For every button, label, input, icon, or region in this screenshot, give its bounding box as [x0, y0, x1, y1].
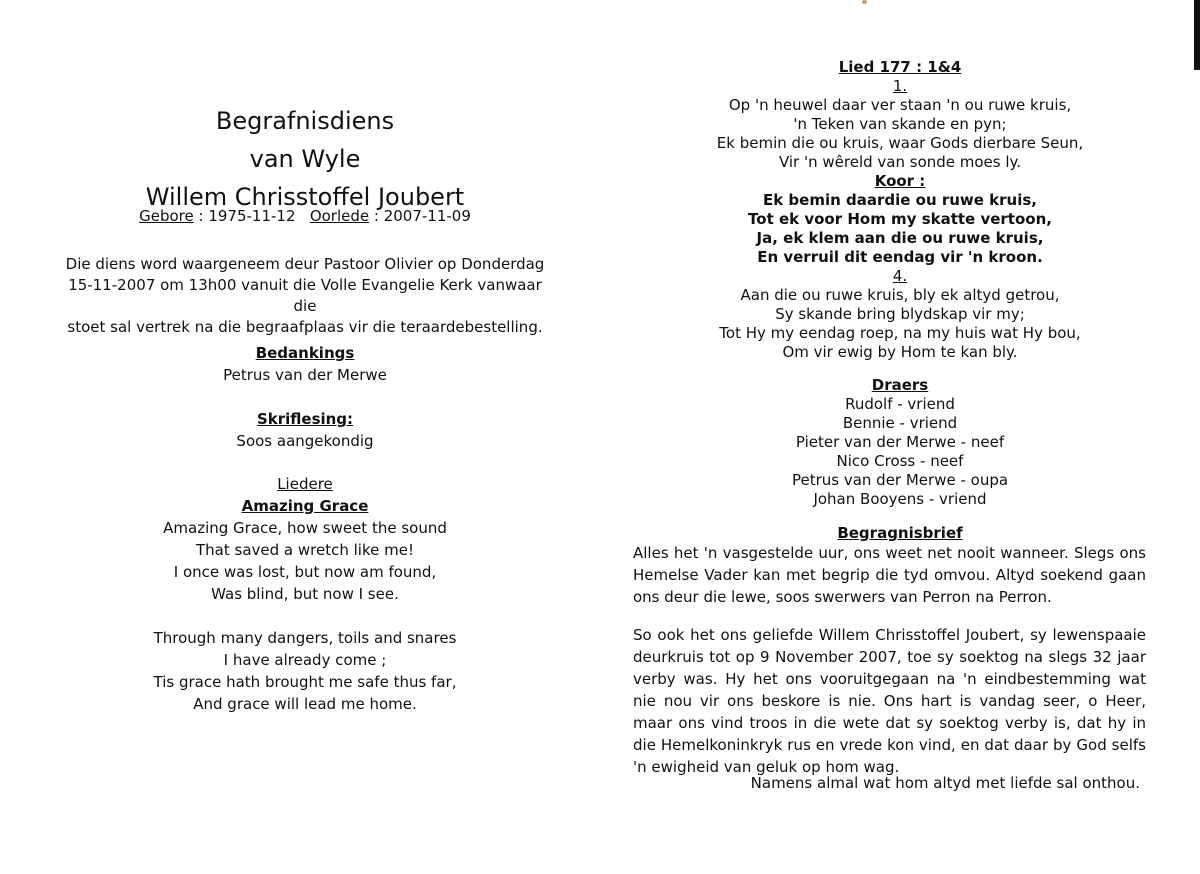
hymn-heading: Lied 177 : 1&4 [838, 58, 962, 76]
intro-line: stoet sal vertrek na die begraafplaas vir die teraardebestelling. [67, 318, 543, 336]
letter-heading: Begragnisbrief [837, 524, 963, 542]
song-line: I have already come ; [223, 651, 387, 669]
chorus-line: Tot ek voor Hom my skatte vertoon, [748, 210, 1052, 228]
verse-number: 4. [892, 267, 908, 285]
died-label: Oorlede [309, 207, 370, 225]
died-date: : 2007-11-09 [373, 207, 471, 225]
title-line: Willem Chrisstoffel Joubert [145, 183, 465, 211]
hymn-line: Ek bemin die ou kruis, waar Gods dierbare Seun, [716, 134, 1084, 152]
letter-heading-wrap [685, 524, 1115, 543]
songs-heading: Liedere [277, 475, 333, 493]
bearer-item: Nico Cross - neef [836, 452, 964, 470]
bearer-item: Petrus van der Merwe - oupa [791, 471, 1009, 489]
hymn-line: Sy skande bring blydskap vir my; [775, 305, 1025, 323]
thanks-name: Petrus van der Merwe [223, 366, 387, 384]
intro-line: 15-11-2007 om 13h00 vanuit die Volle Evangelie Kerk vanwaar die [68, 276, 542, 315]
thanks-section [100, 342, 510, 386]
reading-heading: Skriflesing: [256, 410, 354, 428]
letter-signoff: Namens almal wat hom altyd met liefde sal onthou. [750, 774, 1140, 792]
chorus-line: Ja, ek klem aan die ou ruwe kruis, [756, 229, 1044, 247]
hymn-section [685, 58, 1115, 362]
bearer-item: Rudolf - vriend [845, 395, 955, 413]
hymn-line: Vir 'n wêreld van sonde moes ly. [778, 153, 1022, 171]
hymn-line: Tot Hy my eendag roep, na my huis wat Hy bou, [719, 324, 1081, 342]
bearers-section [685, 376, 1115, 509]
verse-number: 1. [892, 77, 908, 95]
title-line: van Wyle [249, 145, 361, 173]
song-line: Was blind, but now I see. [211, 585, 399, 603]
letter-paragraph: So ook het ons geliefde Willem Chrisstoffel Joubert, sy lewenspaaie deurkruis tot op 9 November 2007, toe sy soektog na slegs 32 jaar verby was. Hy het ons vooruitgegaan na 'n eindbestemming wat nie nou vir ons beskore is nie. Ons hart is vandag seer, o Heer, maar ons vind troos in die wete dat sy soektog verby is, dat hy in die Hemelkoninkryk rus en vrede kon vind, en dat daar by God selfs 'n ewigheid van geluk op hom wag. [633, 626, 1146, 776]
letter-paragraph: Alles het 'n vasgestelde uur, ons weet net nooit wanneer. Slegs ons Hemelse Vader kan met begrip die tyd omvou. Altyd soekend gaan ons deur die lewe, soos swerwers van Perron na Perron. [633, 544, 1146, 606]
chorus-heading: Koor : [874, 172, 926, 190]
bearer-item: Bennie - vriend [842, 414, 958, 432]
born-date: : 1975-11-12 [198, 207, 296, 225]
song-line: Through many dangers, toils and snares [153, 629, 457, 647]
born-label: Gebore [139, 207, 194, 225]
dates-line [100, 207, 510, 225]
hymn-line: 'n Teken van skande en pyn; [793, 115, 1007, 133]
intro-line: Die diens word waargeneem deur Pastoor Olivier op Donderdag [65, 255, 545, 273]
bearer-item: Johan Booyens - vriend [813, 490, 987, 508]
hymn-line: Op 'n heuwel daar ver staan 'n ou ruwe kruis, [728, 96, 1072, 114]
page-edge-mark [1194, 0, 1200, 70]
hymn-line: Aan die ou ruwe kruis, bly ek altyd getrou, [740, 286, 1060, 304]
right-page [600, 0, 1200, 874]
song-line: I once was lost, but now am found, [173, 563, 437, 581]
hymn-line: Om vir ewig by Hom te kan bly. [782, 343, 1018, 361]
chorus-line: Ek bemin daardie ou ruwe kruis, [762, 191, 1038, 209]
reading-text: Soos aangekondig [236, 432, 374, 450]
reading-section [100, 408, 510, 452]
song-line: Tis grace hath brought me safe thus far, [153, 673, 457, 691]
scan-speck [862, 0, 867, 4]
title-line: Begrafnisdiens [215, 107, 395, 135]
chorus-line: En verruil dit eendag vir 'n kroon. [757, 248, 1043, 266]
bearer-item: Pieter van der Merwe - neef [795, 433, 1005, 451]
song-line: Amazing Grace, how sweet the sound [163, 519, 447, 537]
songs-section [100, 473, 510, 715]
song-title: Amazing Grace [241, 497, 369, 515]
service-intro [60, 254, 550, 338]
thanks-heading: Bedankings [255, 344, 355, 362]
bearers-heading: Draers [871, 376, 929, 394]
service-title [100, 102, 510, 216]
song-line: That saved a wretch like me! [196, 541, 414, 559]
song-line: And grace will lead me home. [193, 695, 417, 713]
